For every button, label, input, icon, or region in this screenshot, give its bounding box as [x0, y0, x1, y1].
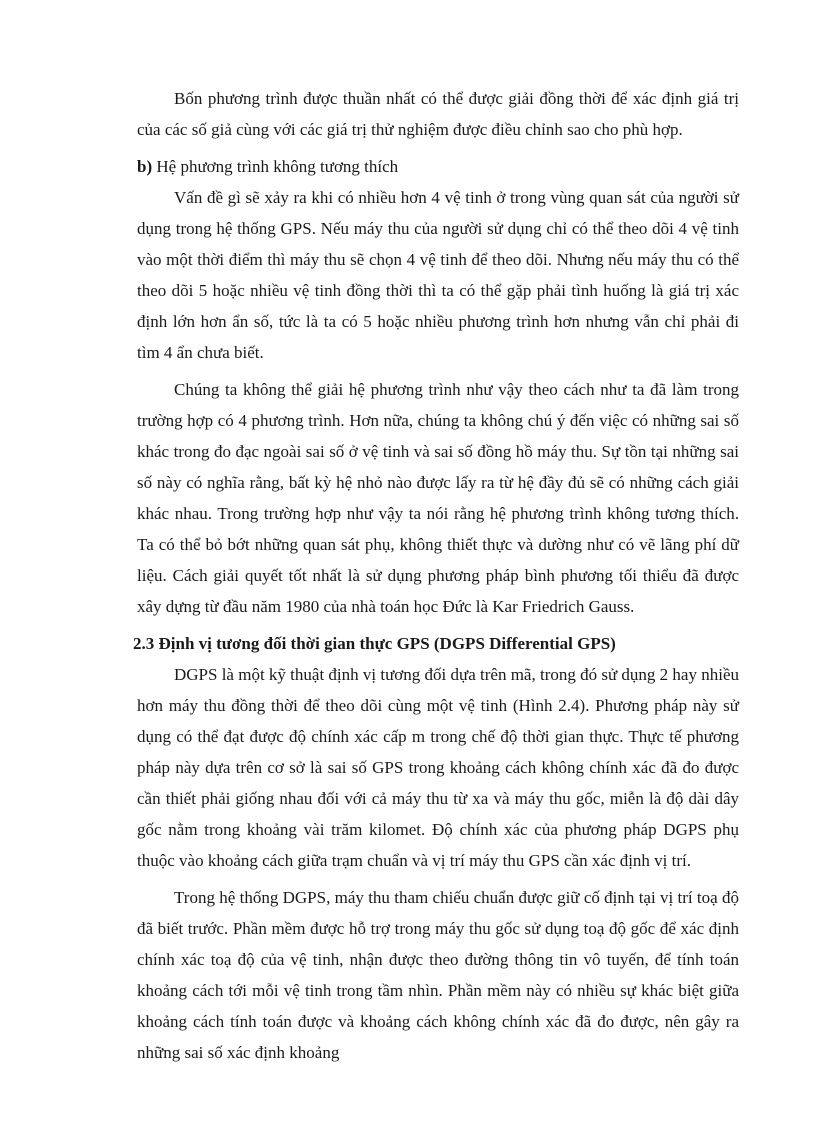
paragraph-5: Trong hệ thống DGPS, máy thu tham chiếu chuẩn được giữ cố định tại vị trí toạ độ đã biết trước. Phần mềm được hỗ trợ trong máy thu gốc sử dụng toạ độ gốc để xác định chính xác toạ độ của vệ tinh, nhận được theo đường thông tin vô tuyến, để tính toán khoảng cách tới mỗi vệ tinh trong tầm nhìn. Phần mềm này có nhiều sự khác biệt giữa khoảng cách tính toán được và khoảng cách không chính xác đã đo được, nên gây ra những sai số xác định khoảng [137, 888, 739, 1062]
subheading-text: Hệ phương trình không tương thích [152, 157, 399, 176]
paragraph-4: DGPS là một kỹ thuật định vị tương đối dựa trên mã, trong đó sử dụng 2 hay nhiều hơn máy thu đồng thời để theo dõi cùng một vệ tinh (Hình 2.4). Phương pháp này sử dụng có thể đạt được độ chính xác cấp m trong chế độ thời gian thực. Thực tế phương pháp này dựa trên cơ sở là sai số GPS trong khoảng cách không chính xác đã đo được cần thiết phải giống nhau đối với cả máy thu từ xa và máy thu gốc, miễn là độ dài dây gốc nằm trong khoảng vài trăm kilomet. Độ chính xác của phương pháp DGPS phụ thuộc vào khoảng cách giữa trạm chuẩn và vị trí máy thu GPS cần xác định vị trí. [137, 665, 740, 870]
paragraph-3: Chúng ta không thể giải hệ phương trình như vậy theo cách như ta đã làm trong trường hợp có 4 phương trình. Hơn nữa, chúng ta không chú ý đến việc có những sai số khác trong đo đạc ngoài sai số ở vệ tinh và sai số đồng hồ máy thu. Sự tồn tại những sai số này có nghĩa rằng, bất kỳ hệ nhỏ nào được lấy ra từ hệ đầy đủ sẽ có những cách giải khác nhau. Trong trường hợp như vậy ta nói rằng hệ phương trình không tương thích. Ta có thể bỏ bớt những quan sát phụ, không thiết thực và dường như có vẽ lãng phí dữ liệu. Cách giải quyết tốt nhất là sử dụng phương pháp bình phương tối thiểu đã được xây dựng từ đầu năm 1980 của nhà toán học Đức là Kar Friedrich Gauss. [137, 380, 739, 616]
paragraph-1: Bốn phương trình được thuần nhất có thể được giải đồng thời để xác định giá trị của các số giả cùng với các giá trị thử nghiệm được điều chỉnh sao cho phù hợp. [137, 89, 739, 139]
section-heading-2-3: 2.3 Định vị tương đối thời gian thực GPS (DGPS Differential GPS) [133, 634, 616, 653]
subheading-marker: b) [137, 157, 153, 176]
paragraph-2: Vấn đề gì sẽ xảy ra khi có nhiều hơn 4 vệ tinh ở trong vùng quan sát của người sử dụng trong hệ thống GPS. Nếu máy thu của người sử dụng chỉ có thể theo dõi 4 vệ tinh vào một thời điểm thì máy thu sẽ chọn 4 vệ tinh để theo dõi. Nhưng nếu máy thu có thể theo dõi 5 hoặc nhiều vệ tinh đồng thời thì ta có thể gặp phải tình huống là giá trị xác định lớn hơn ẩn số, tức là ta có 5 hoặc nhiều phương trình hơn nhưng vẫn chỉ phải đi tìm 4 ẩn chưa biết. [137, 188, 739, 362]
subheading-b [137, 151, 739, 182]
document-page [133, 83, 740, 1074]
